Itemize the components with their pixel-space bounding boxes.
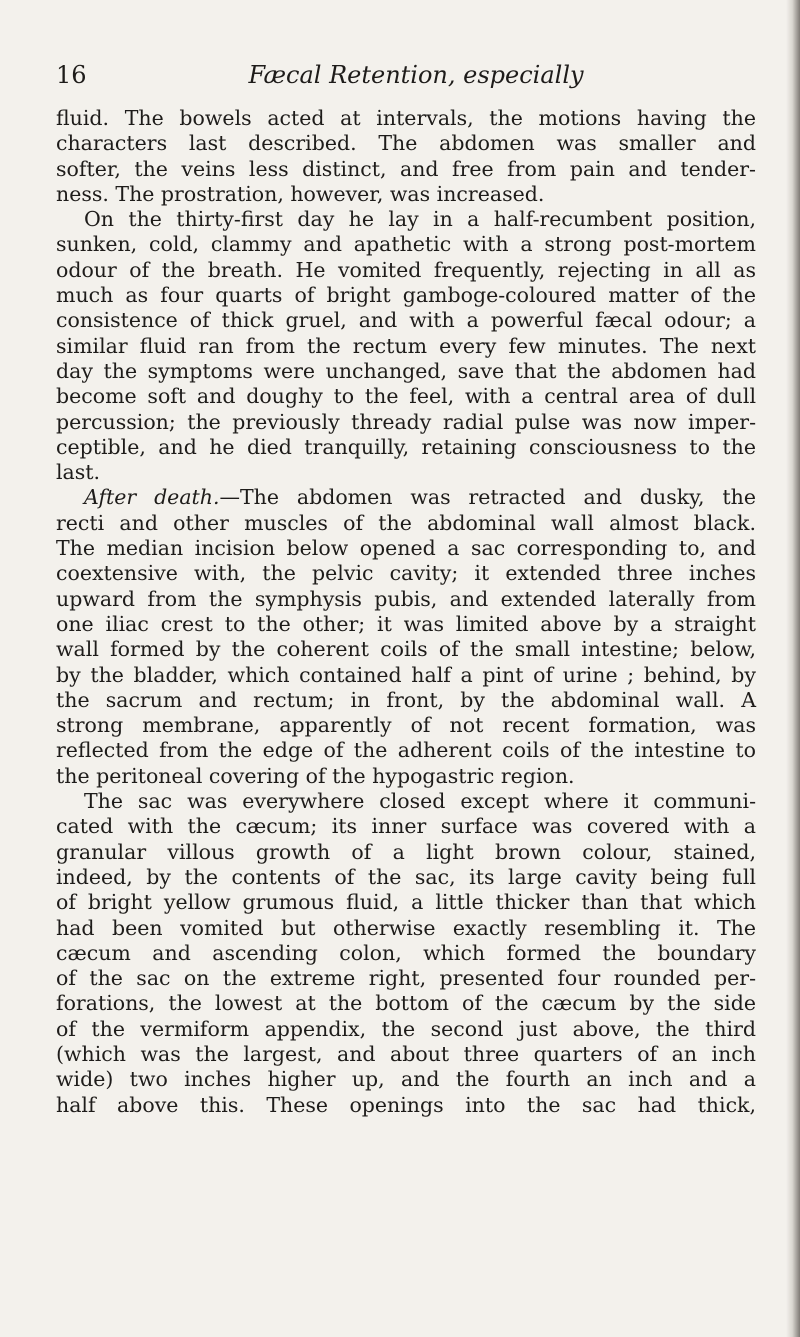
body-text: [56, 106, 756, 1118]
text-segment: —The abdomen was retracted and dusky, the: [219, 485, 756, 510]
text-line: become soft and doughy to the feel, with a central area of dull: [56, 384, 756, 409]
text-line: strong membrane, apparently of not recent formation, was: [56, 713, 756, 738]
text-line: characters last described. The abdomen was smaller and: [56, 131, 756, 156]
text-line: odour of the breath. He vomited frequently, rejecting in all as: [56, 257, 756, 282]
text-line: recti and other muscles of the abdominal wall almost black.: [56, 510, 756, 535]
text-line: ceptible, and he died tranquilly, retaining consciousness to the: [56, 434, 756, 459]
text-line: of the vermiform appendix, the second just above, the third: [56, 1016, 756, 1041]
running-head: Fæcal Retention, especially: [248, 61, 584, 89]
text-line: reflected from the edge of the adherent coils of the intestine to: [56, 738, 756, 763]
text-line: of bright yellow grumous fluid, a little thicker than that which: [56, 890, 756, 915]
text-line: by the bladder, which contained half a pint of urine ; behind, by: [56, 662, 756, 687]
text-line: percussion; the previously thready radial pulse was now imper-: [56, 409, 756, 434]
text-line: one iliac crest to the other; it was limited above by a straight: [56, 611, 756, 636]
text-line: [56, 485, 756, 510]
text-line: forations, the lowest at the bottom of the cæcum by the side: [56, 991, 756, 1016]
text-line: coextensive with, the pelvic cavity; it extended three inches: [56, 561, 756, 586]
text-line: ness. The prostration, however, was increased.: [56, 181, 545, 206]
text-line: The sac was everywhere closed except where it communi-: [84, 789, 756, 814]
text-line: the peritoneal covering of the hypogastric region.: [56, 763, 575, 788]
text-line: half above this. These openings into the sac had thick,: [56, 1092, 756, 1117]
after-death-heading: After death.: [84, 485, 220, 510]
text-line: softer, the veins less distinct, and free from pain and tender-: [56, 156, 756, 181]
text-line: On the thirty-first day he lay in a half-recumbent position,: [84, 207, 756, 232]
text-line: wall formed by the coherent coils of the small intestine; below,: [56, 637, 756, 662]
page-number: 16: [56, 61, 87, 89]
page-header: [56, 58, 756, 98]
text-line: last.: [56, 460, 101, 485]
text-line: of the sac on the extreme right, presented four rounded per-: [56, 966, 756, 991]
text-line: The median incision below opened a sac corresponding to, and: [56, 536, 756, 561]
text-line: similar fluid ran from the rectum every few minutes. The next: [56, 333, 756, 358]
text-line: indeed, by the contents of the sac, its large cavity being full: [56, 864, 756, 889]
text-line: sunken, cold, clammy and apathetic with a strong post-mortem: [56, 232, 756, 257]
text-line: wide) two inches higher up, and the fourth an inch and a: [56, 1067, 756, 1092]
text-line: day the symptoms were unchanged, save that the abdomen had: [56, 358, 756, 383]
page-edge-shadow: [786, 0, 800, 1337]
text-line: consistence of thick gruel, and with a powerful fæcal odour; a: [56, 308, 756, 333]
text-line: cæcum and ascending colon, which formed the boundary: [56, 940, 756, 965]
text-line: cated with the cæcum; its inner surface was covered with a: [56, 814, 756, 839]
text-line: (which was the largest, and about three quarters of an inch: [56, 1041, 756, 1066]
text-line: upward from the symphysis pubis, and extended laterally from: [56, 586, 756, 611]
text-line: much as four quarts of bright gamboge-coloured matter of the: [56, 283, 756, 308]
text-line: granular villous growth of a light brown colour, stained,: [56, 839, 756, 864]
text-line: had been vomited but otherwise exactly resembling it. The: [56, 915, 756, 940]
text-line: the sacrum and rectum; in front, by the abdominal wall. A: [56, 687, 756, 712]
text-line: fluid. The bowels acted at intervals, the motions having the: [56, 106, 756, 130]
